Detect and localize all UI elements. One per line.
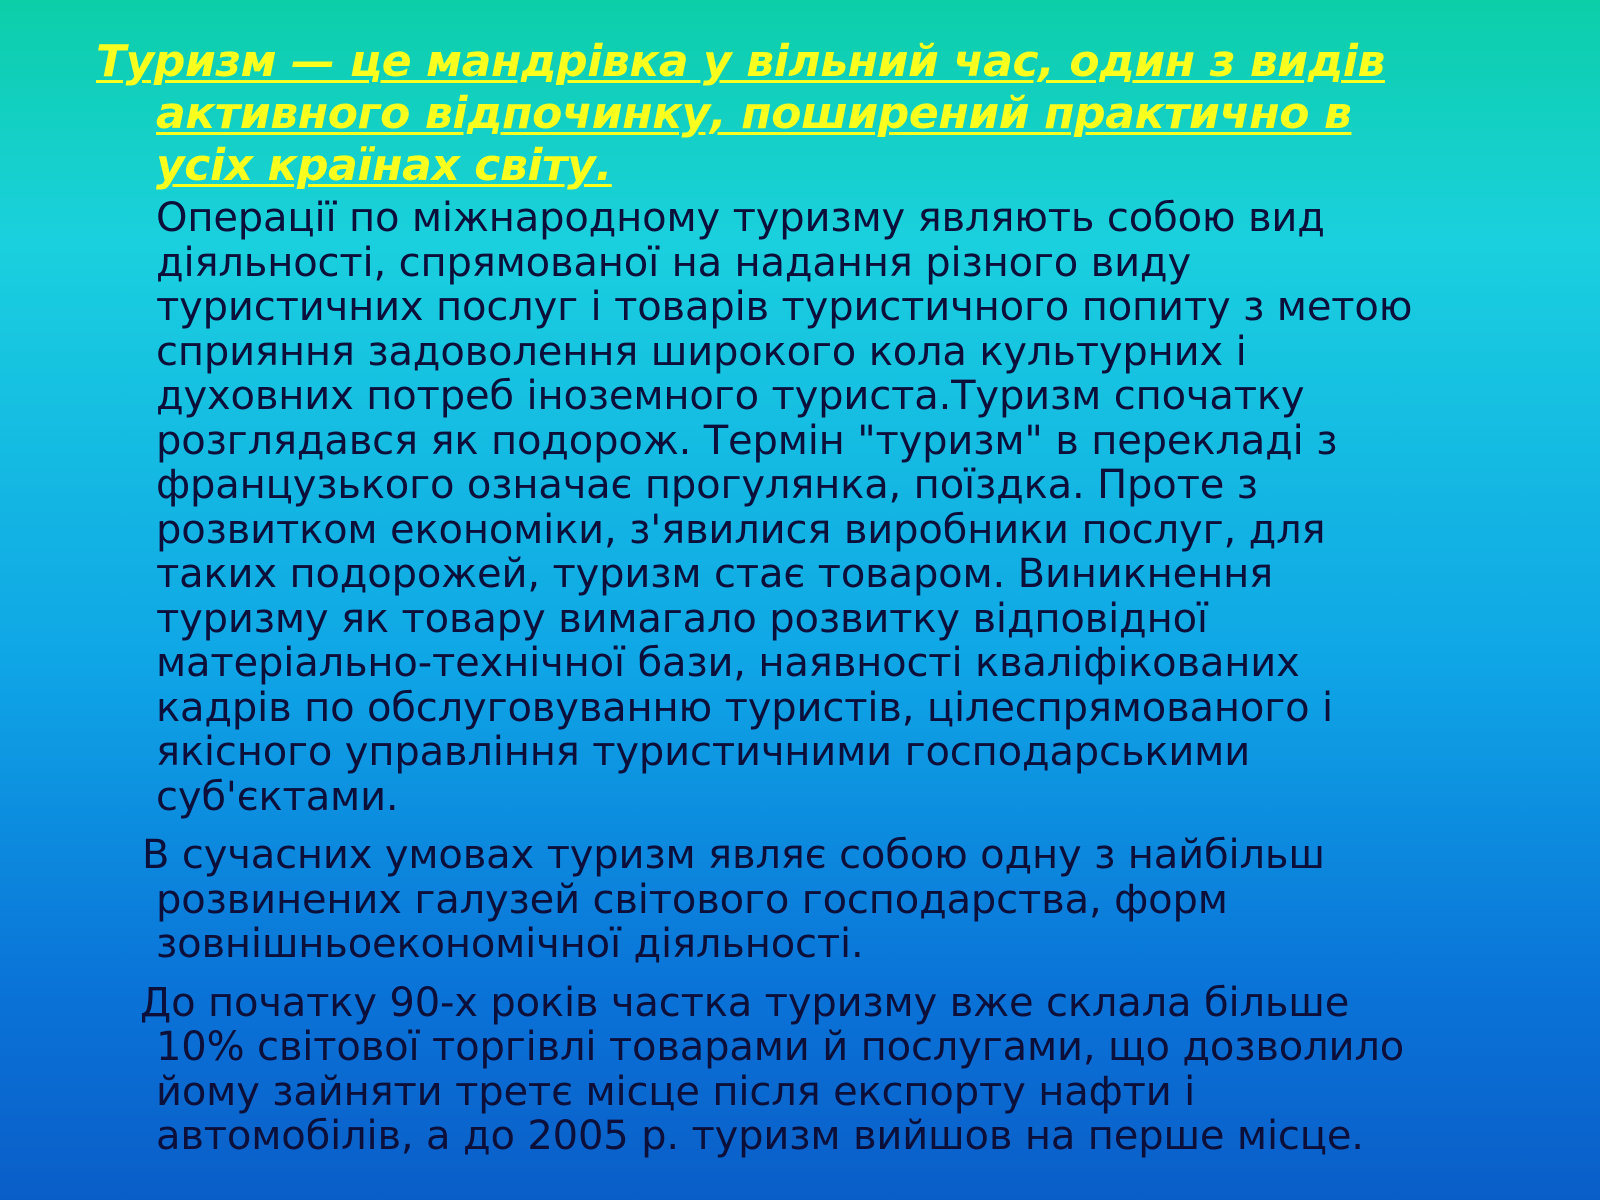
paragraph-block-1 [96, 196, 1546, 819]
paragraph-nineties: До початку 90-х років частка туризму вже склала більше 10% світової торгівлі товарами й послугами, що дозволило йому зайняти третє місце після експорту нафти і автомобілів, а до 2005 р. туризм вийшов на перше місце. [140, 979, 1405, 1159]
paragraph-modern-conditions: В сучасних умовах туризм являє собою одну з найбільш розвинених галузей світового господарства, форм зовнішньоекономічної діяльності. [142, 832, 1325, 967]
slide-content [96, 36, 1546, 1186]
paragraph-operations: Операції по міжнародному туризму являють собою вид діяльності, спрямованої на надання різного виду туристичних послуг і товарів туристичного попиту з метою сприяння задоволення широкого кола культурних і духовних потреб іноземного туриста.Туризм спочатку розглядався як подорож. Термін "туризм" в перекладі з французького означає прогулянка, поїздка. Проте з розвитком економіки, з'явилися виробники послуг, для таких подорожей, туризм стає товаром. Виникнення туризму як товару вимагало розвитку відповідної матеріально-технічної бази, наявності кваліфікованих кадрів по обслуговуванню туристів, цілеспрямованого і якісного управління туристичними господарськими суб'єктами. [156, 195, 1413, 820]
slide-heading: Туризм — це мандрівка у вільний час, один з видів активного відпочинку, поширений практично в усіх країнах світу. [96, 36, 1385, 191]
